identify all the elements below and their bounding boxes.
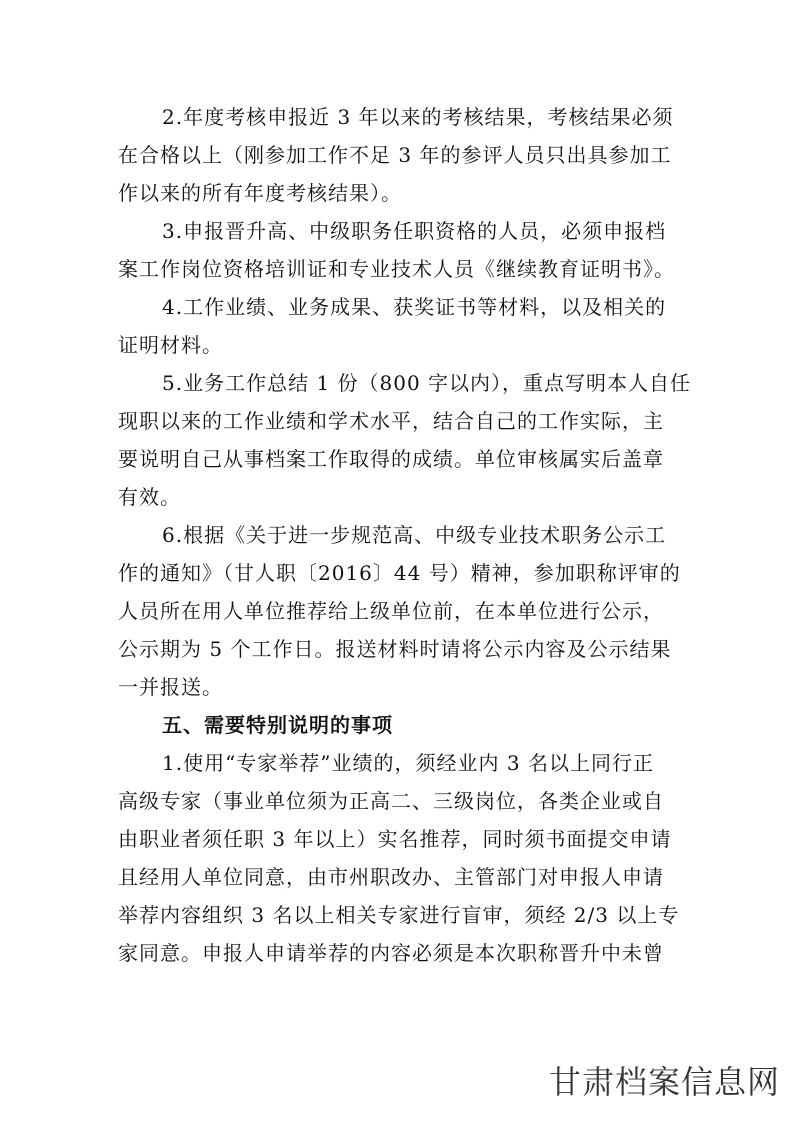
text-line: 人员所在用人单位推荐给上级单位前，在本单位进行公示， (118, 599, 664, 623)
site-watermark: 甘肃档案信息网 (548, 1063, 780, 1101)
text-line: 要说明自己从事档案工作取得的成绩。单位审核属实后盖章 (118, 447, 664, 471)
text-line: 作以来的所有年度考核结果）。 (118, 181, 402, 205)
text-line: 有效。 (118, 485, 181, 509)
paragraph-work-summary (118, 364, 692, 516)
text-line: 家同意。申报人申请举荐的内容必须是本次职称晋升中未曾 (118, 941, 664, 965)
text-line: 4.工作业绩、业务成果、获奖证书等材料，以及相关的 (162, 295, 667, 319)
paragraph-achievement-materials (118, 288, 678, 364)
text-line: 高级专家（事业单位须为正高二、三级岗位，各类企业或自 (118, 789, 664, 813)
text-line: 5.业务工作总结 1 份（800 字以内），重点写明本人自任 (162, 371, 692, 395)
text-line: 3.申报晋升高、中级职务任职资格的人员，必须申报档 (162, 219, 667, 243)
text-line: 案工作岗位资格培训证和专业技术人员《继续教育证明书》。 (118, 257, 675, 281)
text-line: 证明材料。 (118, 333, 223, 357)
text-line: 由职业者须任职 3 年以上）实名推荐，同时须书面提交申请 (118, 827, 672, 851)
text-line: 6.根据《关于进一步规范高、中级专业技术职务公示工 (162, 523, 667, 547)
paragraph-training-certificate (118, 212, 678, 288)
paragraph-public-notice (118, 516, 681, 706)
section-heading: 五、需要特别说明的事项 (162, 713, 393, 737)
paragraph-annual-assessment (118, 98, 678, 212)
text-line: 2.年度考核申报近 3 年以来的考核结果，考核结果必须 (162, 105, 674, 129)
text-line: 作的通知》（甘人职〔2016〕44 号）精神，参加职称评审的 (118, 561, 681, 585)
paragraph-expert-recommendation (118, 744, 678, 972)
text-line: 现职以来的工作业绩和学术水平，结合自己的工作实际，主 (118, 409, 664, 433)
text-line: 公示期为 5 个工作日。报送材料时请将公示内容及公示结果 (118, 637, 672, 661)
text-line: 一并报送。 (118, 675, 223, 699)
document-body (118, 98, 692, 972)
text-line: 举荐内容组织 3 名以上相关专家进行盲审，须经 2/3 以上专 (118, 903, 680, 927)
text-line: 且经用人单位同意，由市州职改办、主管部门对申报人申请 (118, 865, 664, 889)
text-line: 1.使用“专家举荐”业绩的，须经业内 3 名以上同行正 (162, 751, 654, 775)
text-line: 在合格以上（刚参加工作不足 3 年的参评人员只出具参加工 (118, 143, 672, 167)
